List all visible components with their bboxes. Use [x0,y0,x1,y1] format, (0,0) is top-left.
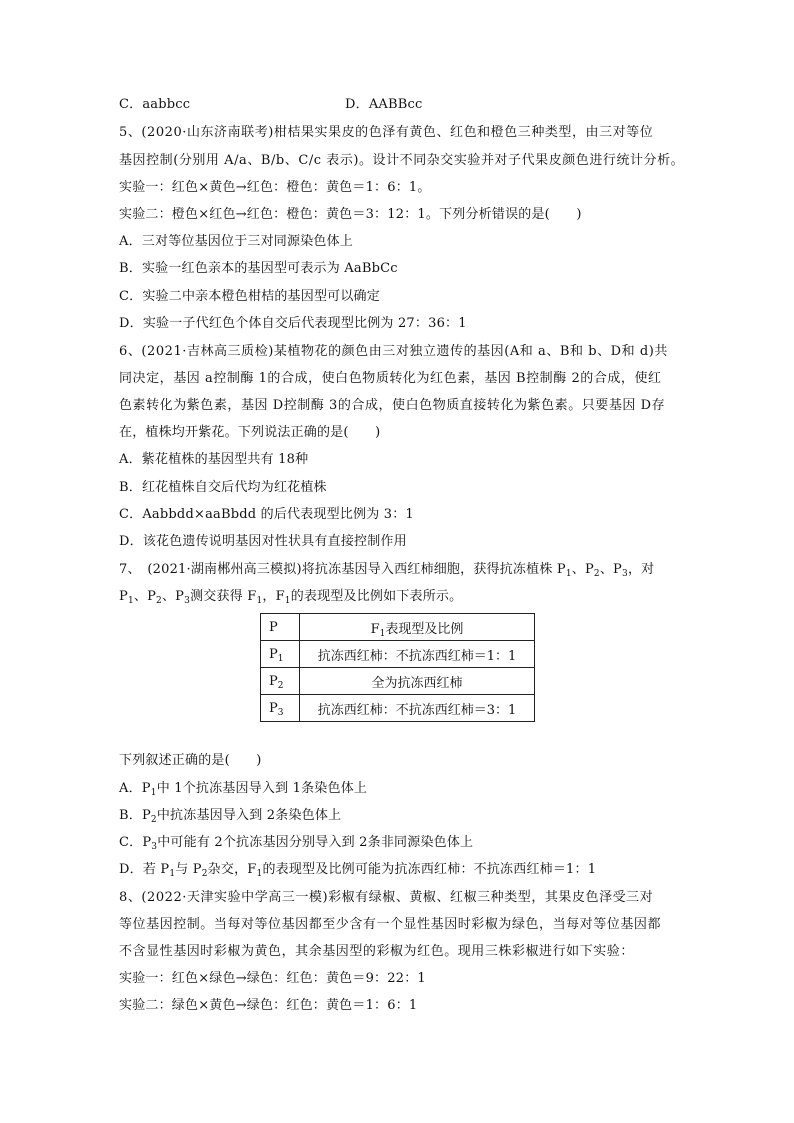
table-header-row [261,614,535,641]
q6-stem-line-2: 同决定，基因 a控制酶 1的合成，使白色物质转化为红色素，基因 B控制酶 2的合成，使红 [119,371,662,386]
table-cell-p [261,641,300,668]
q7-results-table [260,613,535,722]
q6-option-a: A．紫花植株的基因型共有 18种 [119,452,309,467]
subscript: 2 [277,680,284,691]
q8-stem-line-1: 8、(2022·天津实验中学高三一模)彩椒有绿椒、黄椒、红椒三种类型，其果皮色泽受三对 [119,890,654,905]
q7-stem-text: 、P [599,562,622,577]
q6-option-c: C．Aabbdd×aaBbdd 的后代表现型比例为 3：1 [119,507,414,522]
q6-stem-line-4: 在，植株均开紫花。下列说法正确的是( ) [119,425,381,440]
subscript: 1 [169,869,176,879]
subscript: 3 [277,707,284,718]
q7-option-d [119,861,596,879]
q7-stem-text: P [119,589,128,604]
q7-question: 下列叙述正确的是( ) [119,753,262,768]
subscript: 3 [622,569,628,579]
option-text: 的表现型及比例可能为抗冻西红柿：不抗冻西红柿＝1：1 [262,862,597,877]
q5-stem-line-1: 5、(2020·山东济南联考)柑桔果实果皮的色泽有黄色、红色和橙色三种类型，由三对等位 [119,125,654,140]
table-header-p: P [261,614,300,641]
q5-option-d: D．实验一子代红色个体自交后代表现型比例为 27：36：1 [119,316,467,331]
q6-option-b: B．红花植株自交后代均为红花植株 [119,480,327,495]
q5-option-b: B．实验一红色亲本的基因型可表示为 AaBbCc [119,261,398,276]
subscript: 3 [184,596,191,606]
q8-experiment-1: 实验一：红色×绿色→绿色：红色：黄色＝9：22：1 [119,971,426,986]
q7-stem-text: 7、 (2021·湖南郴州高三模拟)将抗冻基因导入西红柿细胞，获得抗冻植株 P [119,562,566,577]
q7-stem-text: 的表现型及比例如下表所示。 [290,589,463,604]
subscript: 2 [150,815,157,825]
q7-stem-text: 、P [133,589,157,604]
q7-option-c [119,834,473,852]
q7-stem-text: ，F [262,589,285,604]
option-text: C．P [119,835,152,850]
subscript: 3 [151,842,158,852]
option-text: 与 P [175,862,202,877]
subscript: 1 [127,596,134,606]
header-text: F [370,621,380,637]
option-text: A．P [119,781,151,796]
q4-option-c: C．aabbcc [119,97,191,112]
subscript: 1 [277,653,284,664]
table-row [261,695,535,722]
q6-stem-line-1: 6、(2021·吉林高三质检)某植物花的颜色由三对独立遗传的基因(A和 a、B和 b、D和 d)共 [119,344,668,359]
table-header-f1 [300,614,535,641]
table-cell-value: 全为抗冻西红柿 [300,668,535,695]
subscript: 1 [565,569,572,579]
q8-stem-line-2: 等位基因控制。当每对等位基因都至少含有一个显性基因时彩椒为绿色，当每对等位基因都 [119,917,662,932]
subscript: 1 [150,788,157,798]
q7-stem-text: 、P [161,589,185,604]
q6-option-d: D．该花色遗传说明基因对性状具有直接控制作用 [119,534,407,549]
option-text: 中 1个抗冻基因导入到 1条染色体上 [156,781,368,796]
q8-stem-line-3: 不含显性基因时彩椒为黄色，其余基因型的彩椒为红色。现用三株彩椒进行如下实验： [119,944,634,959]
q5-experiment-2: 实验二：橙色×红色→红色：橙色：黄色＝3：12：1。下列分析错误的是( ) [119,207,582,222]
option-text: 中可能有 2个抗冻基因分别导入到 2条非同源染色体上 [157,835,474,850]
subscript: 1 [256,869,263,879]
option-text: D．若 P [119,862,170,877]
cell-text: P [269,700,278,716]
q7-stem-line-2 [119,588,462,606]
cell-text: P [269,646,278,662]
q7-stem-text: 测交获得 F [190,589,257,604]
option-text: 中抗冻基因导入到 2条染色体上 [156,808,342,823]
q7-stem-text: ，对 [627,562,655,577]
q7-stem-line-1 [119,561,654,579]
table-row [261,641,535,668]
subscript: 2 [156,596,162,606]
q7-stem-text: 、P [571,562,594,577]
subscript: 1 [379,628,386,639]
table-cell-value: 抗冻西红柿：不抗冻西红柿＝3：1 [300,695,535,722]
q4-options-row [119,96,423,114]
q4-option-d: D．AABBcc [345,97,423,112]
subscript: 2 [593,569,600,579]
cell-text: P [269,673,278,689]
option-text: 杂交，F [207,862,257,877]
table-cell-p [261,668,300,695]
table-cell-value: 抗冻西红柿：不抗冻西红柿＝1：1 [300,641,535,668]
subscript: 2 [201,869,208,879]
option-text: B．P [119,808,151,823]
q5-experiment-1: 实验一：红色×黄色→红色：橙色：黄色＝1：6：1。 [119,180,431,195]
subscript: 1 [256,596,263,606]
q5-option-c: C．实验二中亲本橙色柑桔的基因型可以确定 [119,289,380,304]
subscript: 1 [284,596,291,606]
table-row [261,668,535,695]
q7-option-b [119,807,341,825]
q8-experiment-2: 实验二：绿色×黄色→绿色：红色：黄色＝1：6：1 [119,998,418,1013]
header-text: 表现型及比例 [385,621,464,637]
q5-option-a: A．三对等位基因位于三对同源染色体上 [119,234,353,249]
q7-option-a [119,780,367,798]
q5-stem-line-2: 基因控制(分别用 A/a、B/b、C/c 表示)。设计不同杂交实验并对子代果皮颜色进行统计分析。 [119,153,685,168]
q6-stem-line-3: 色素转化为紫色素，基因 D控制酶 3的合成，使白色物质直接转化为紫色素。只要基因 D存 [119,398,666,413]
table-cell-p [261,695,300,722]
